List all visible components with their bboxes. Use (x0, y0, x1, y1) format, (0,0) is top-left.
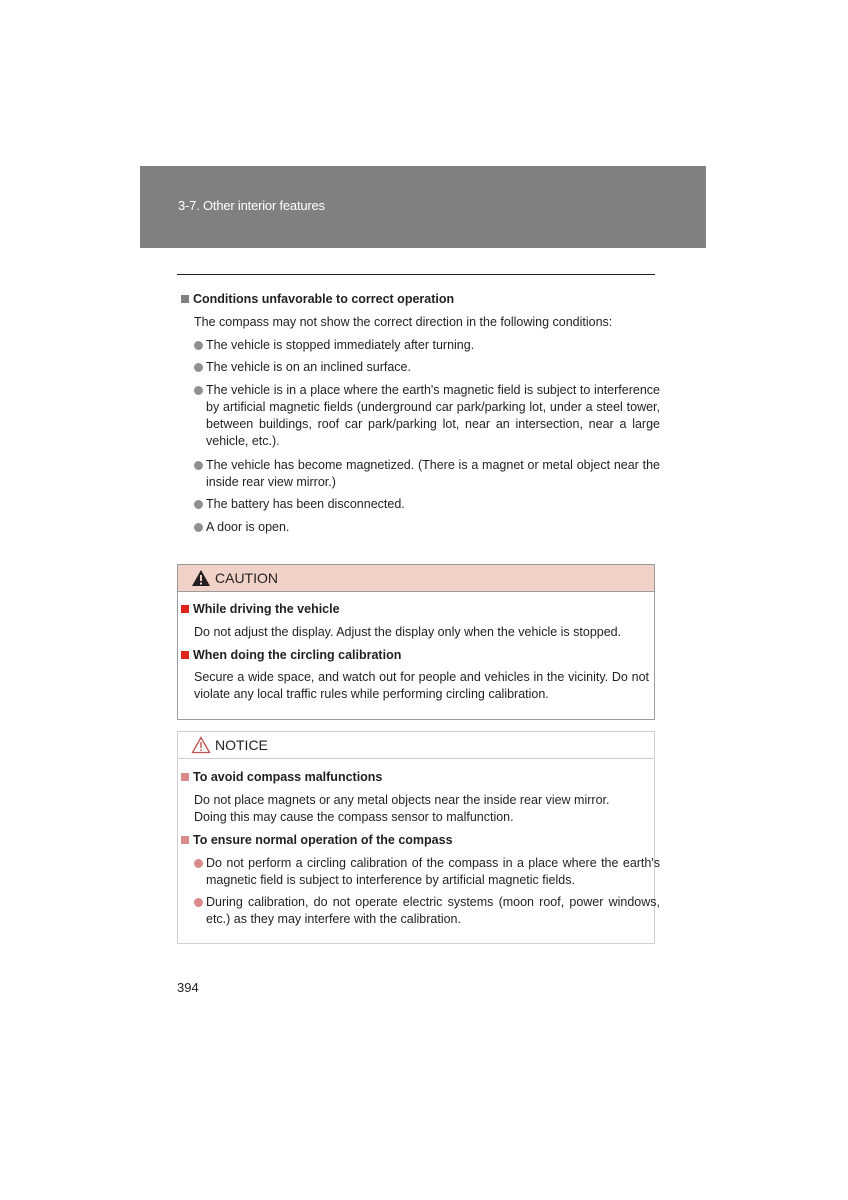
square-bullet-icon (181, 295, 189, 303)
caution-heading-calibration: When doing the circling calibration (181, 647, 661, 664)
square-bullet-icon (181, 836, 189, 844)
warning-triangle-icon (191, 569, 211, 587)
square-bullet-icon (181, 651, 189, 659)
bullet-icon (194, 859, 203, 868)
notice-text-malfunctions-2: Doing this may cause the compass sensor to malfunction. (194, 810, 514, 824)
bullet-icon (194, 500, 203, 509)
page-number: 394 (177, 980, 199, 995)
section-title: 3-7. Other interior features (178, 198, 325, 213)
list-item: Do not perform a circling calibration of the compass in a place where the earth's magnetic field is subject to interference by artificial magnetic fields. (194, 855, 660, 889)
caution-heading-driving: While driving the vehicle (181, 601, 661, 618)
notice-heading-malfunctions: To avoid compass malfunctions (181, 769, 661, 786)
bullet-icon (194, 363, 203, 372)
divider-rule (177, 274, 655, 275)
bullet-icon (194, 341, 203, 350)
list-item: The vehicle is stopped immediately after turning. (194, 337, 660, 354)
notice-title: NOTICE (215, 737, 268, 753)
list-item: During calibration, do not operate electric systems (moon roof, power windows, etc.) as they may interfere with the calibration. (194, 894, 660, 928)
notice-heading-operation: To ensure normal operation of the compass (181, 832, 661, 849)
bullet-icon (194, 461, 203, 470)
notice-triangle-icon (191, 736, 211, 754)
caution-text-driving: Do not adjust the display. Adjust the display only when the vehicle is stopped. (194, 625, 622, 639)
square-bullet-icon (181, 605, 189, 613)
list-item: The vehicle is in a place where the earth's magnetic field is subject to interference by artificial magnetic fields (underground car park/parking lot, under a steel tower, between buildings, roof car park/parking lot, near an intersection, near a large vehicle, etc.). (194, 382, 660, 450)
conditions-intro: The compass may not show the correct direction in the following conditions: (194, 315, 613, 329)
conditions-heading: Conditions unfavorable to correct operation (181, 291, 661, 308)
bullet-icon (194, 898, 203, 907)
bullet-icon (194, 386, 203, 395)
list-item: A door is open. (194, 519, 660, 536)
caution-text-calibration: Secure a wide space, and watch out for people and vehicles in the vicinity. Do not violate any local traffic rules while performing circling calibration. (194, 670, 649, 701)
notice-text-malfunctions-1: Do not place magnets or any metal objects near the inside rear view mirror. (194, 793, 610, 807)
bullet-icon (194, 523, 203, 532)
list-item: The battery has been disconnected. (194, 496, 660, 513)
list-item: The vehicle has become magnetized. (There is a magnet or metal object near the inside rear view mirror.) (194, 457, 660, 491)
list-item: The vehicle is on an inclined surface. (194, 359, 660, 376)
square-bullet-icon (181, 773, 189, 781)
caution-header (178, 565, 654, 592)
caution-title: CAUTION (215, 570, 278, 586)
section-header-band (140, 166, 706, 248)
notice-header (178, 732, 654, 759)
